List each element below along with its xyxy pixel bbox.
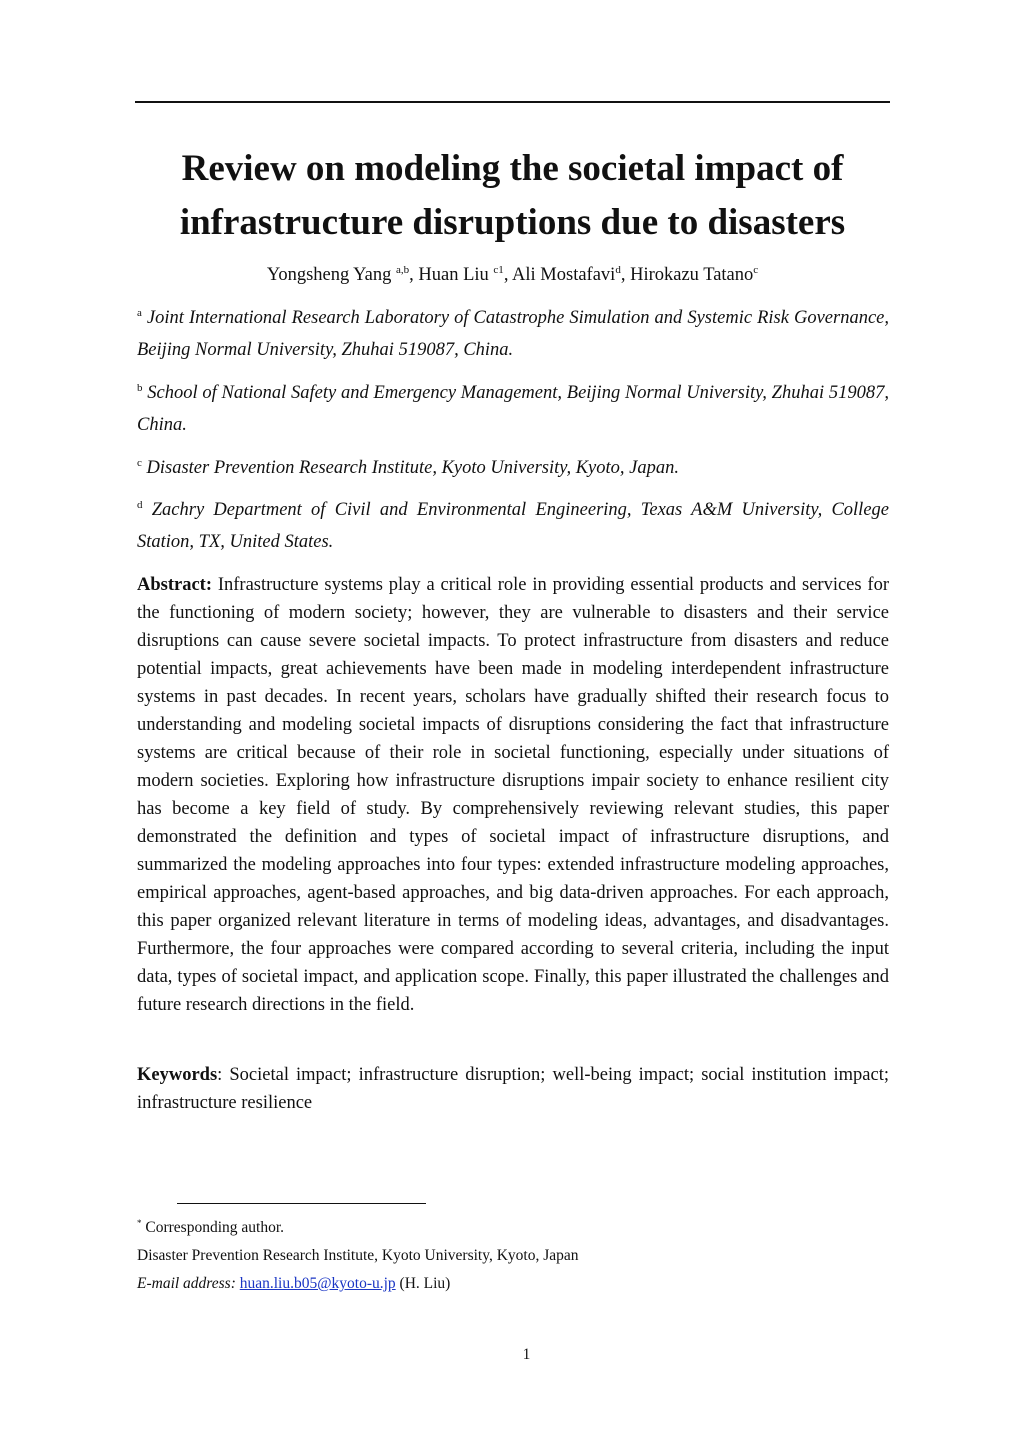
- title-line-2: infrastructure disruptions due to disasters: [179, 202, 846, 243]
- affiliation-a: [137, 302, 889, 366]
- footnote-marker: *: [137, 1218, 142, 1228]
- affiliation-c: [137, 452, 889, 484]
- email-link[interactable]: huan.liu.b05@kyoto-u.jp: [239, 1275, 396, 1292]
- footnote-institution-text: Disaster Prevention Research Institute, Kyoto University, Kyoto, Japan: [137, 1247, 579, 1264]
- affiliation-text: Joint International Research Laboratory of Catastrophe Simulation and Systemic Risk Governance, Beijing Normal University, Zhuhai 519087, China.: [137, 308, 889, 360]
- keywords: [137, 1061, 889, 1117]
- footnote-institution: [137, 1246, 889, 1266]
- abstract-label: Abstract:: [137, 575, 213, 595]
- title-line-1: Review on modeling the societal impact of: [181, 148, 844, 189]
- affiliation-text: Zachry Department of Civil and Environmental Engineering, Texas A&M University, College Station, TX, United States.: [137, 500, 889, 552]
- email-suffix: (H. Liu): [399, 1275, 451, 1292]
- page-number: 1: [522, 1346, 531, 1363]
- affiliation-text: Disaster Prevention Research Institute, Kyoto University, Kyoto, Japan.: [146, 458, 679, 478]
- affiliation-b: [137, 377, 889, 441]
- keywords-text: : Societal impact; infrastructure disruption; well-being impact; social institution impact; infrastructure resilience: [137, 1065, 889, 1113]
- email-label: E-mail address:: [137, 1275, 236, 1292]
- keywords-label: Keywords: [137, 1065, 218, 1085]
- footnote-rule: [177, 1203, 426, 1204]
- author-affiliation-marker: d: [615, 264, 621, 276]
- author-name: Ali Mostafavi: [512, 265, 616, 285]
- author-affiliation-marker: c: [753, 264, 759, 276]
- affiliation-text: School of National Safety and Emergency Management, Beijing Normal University, Zhuhai 519087, China.: [137, 383, 889, 435]
- author-name: Yongsheng Yang: [266, 265, 392, 285]
- page-title: [110, 142, 915, 250]
- top-rule: [135, 101, 890, 103]
- author-affiliation-marker: a,b: [396, 264, 410, 276]
- author-list: Yongsheng Yang $^{a,b}$, Huan Liu $^{c1}$, Ali Mostafavi$^d$, Hirokazu Tatano$^c$: [266, 264, 759, 285]
- affiliation-marker: a: [137, 307, 142, 319]
- footnote-corresponding: [137, 1218, 889, 1238]
- author-name: Huan Liu: [418, 265, 489, 285]
- affiliation-marker: c: [137, 457, 142, 469]
- footnote-corresponding-text: Corresponding author.: [145, 1219, 284, 1236]
- affiliation-marker: b: [137, 382, 143, 394]
- affiliation-d: [137, 494, 889, 558]
- affiliation-marker: d: [137, 499, 143, 511]
- abstract: [137, 571, 889, 1019]
- abstract-text: Infrastructure systems play a critical role in providing essential products and services for the functioning of modern society; however, they are vulnerable to disasters and their service disruptions can cause severe societal impacts. To protect infrastructure from disasters and reduce potential impacts, great achievements have been made in modeling interdependent infrastructure systems in past decades. In recent years, scholars have gradually shifted their research focus to understanding and modeling societal impacts of disruptions considering the fact that infrastructure systems are critical because of their role in societal functioning, especially under situations of modern societies. Exploring how infrastructure disruptions impair society to enhance resilient city has become a key field of study. By comprehensively reviewing relevant studies, this paper demonstrated the definition and types of societal impact of infrastructure disruptions, and summarized the modeling approaches into four types: extended infrastructure modeling approaches, empirical approaches, agent-based approaches, and big data-driven approaches. For each approach, this paper organized relevant literature in terms of modeling ideas, advantages, and disadvantages. Furthermore, the four approaches were compared according to several criteria, including the input data, types of societal impact, and application scope. Finally, this paper illustrated the challenges and future research directions in the field.: [137, 575, 889, 1015]
- author-name: Hirokazu Tatano: [630, 265, 754, 285]
- author-affiliation-marker: c1: [493, 264, 504, 276]
- footnote-email: [137, 1274, 889, 1294]
